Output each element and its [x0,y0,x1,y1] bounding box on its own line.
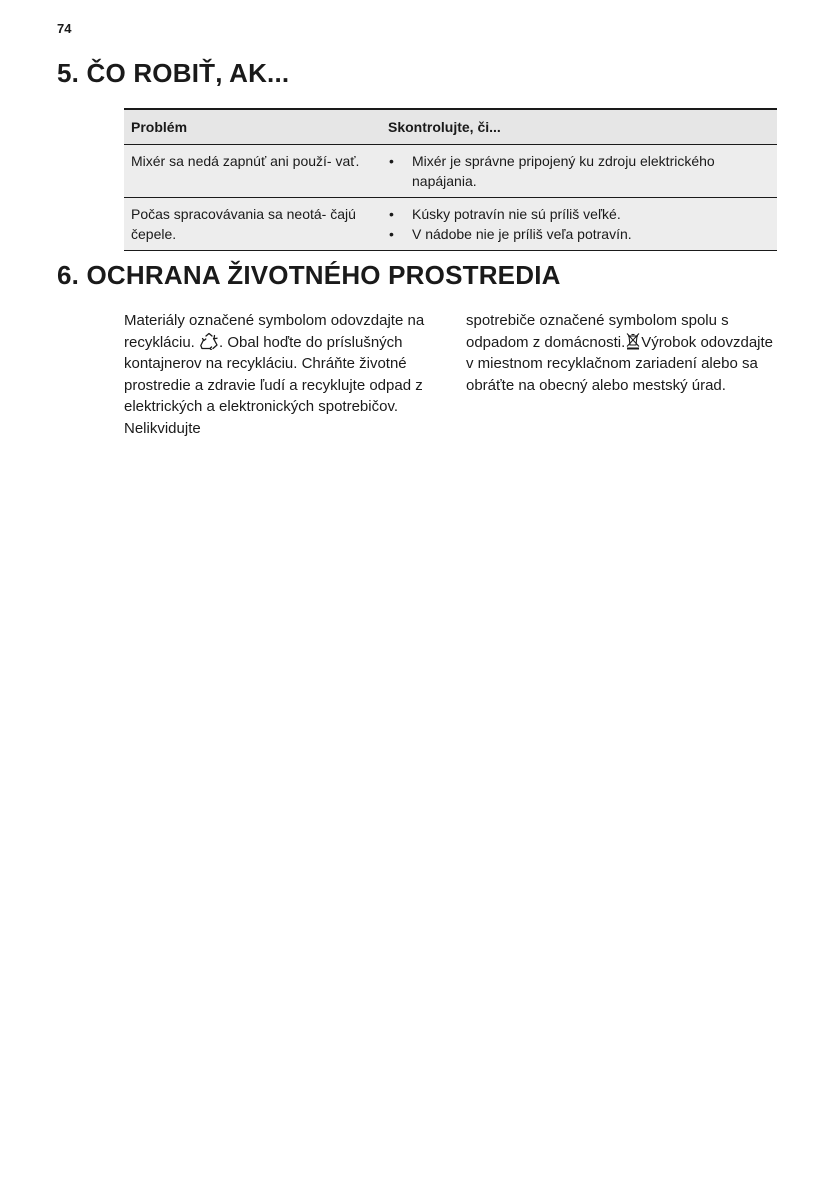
page-number: 74 [57,21,72,36]
crossed-bin-icon [625,332,641,350]
table-row [124,198,777,251]
environment-text-continued: spotrebiče označené symbolom spolu s odpadom z domácnosti. [466,312,729,351]
section-heading-troubleshooting: 5. ČO ROBIŤ, AK... [57,58,290,88]
environment-text-column-right [466,310,778,396]
check-cell [381,145,777,198]
recycle-icon [199,332,219,350]
environment-text-column-left [124,310,442,439]
section-heading-environment: 6. OCHRANA ŽIVOTNÉHO PROSTREDIA [57,260,561,290]
problem-cell: Počas spracovávania sa neotá- čajú čepele. [124,198,381,251]
environment-text-part1: Materiály označené symbolom odovzdajte na recykláciu. [124,312,425,351]
troubleshooting-table [124,108,777,251]
check-item: • V nádobe nie je príliš veľa potravín. [388,224,771,244]
check-list [388,204,771,244]
environment-text-part2: . Obal hoďte do príslušných kontajnerov na recykláciu. Chráňte životné prostredie a zdravie ľudí a recyklujte odpad z elektrických a elektronických spotrebičov. Nelikvidujte [124,333,423,437]
column-header-problem: Problém [124,109,381,145]
check-list [388,151,771,191]
check-cell [381,198,777,251]
column-header-check: Skontrolujte, či... [381,109,777,145]
environment-text-part3: Výrobok odovzdajte v miestnom recyklačnom zariadení alebo sa obráťte na obecný alebo mestský úrad. [466,333,774,394]
table-row [124,145,777,198]
table-header-row [124,109,777,145]
problem-cell: Mixér sa nedá zapnúť ani použí- vať. [124,145,381,198]
check-item: • Kúsky potravín nie sú príliš veľké. [388,204,771,224]
check-item: • Mixér je správne pripojený ku zdroju elektrického napájania. [388,151,771,191]
